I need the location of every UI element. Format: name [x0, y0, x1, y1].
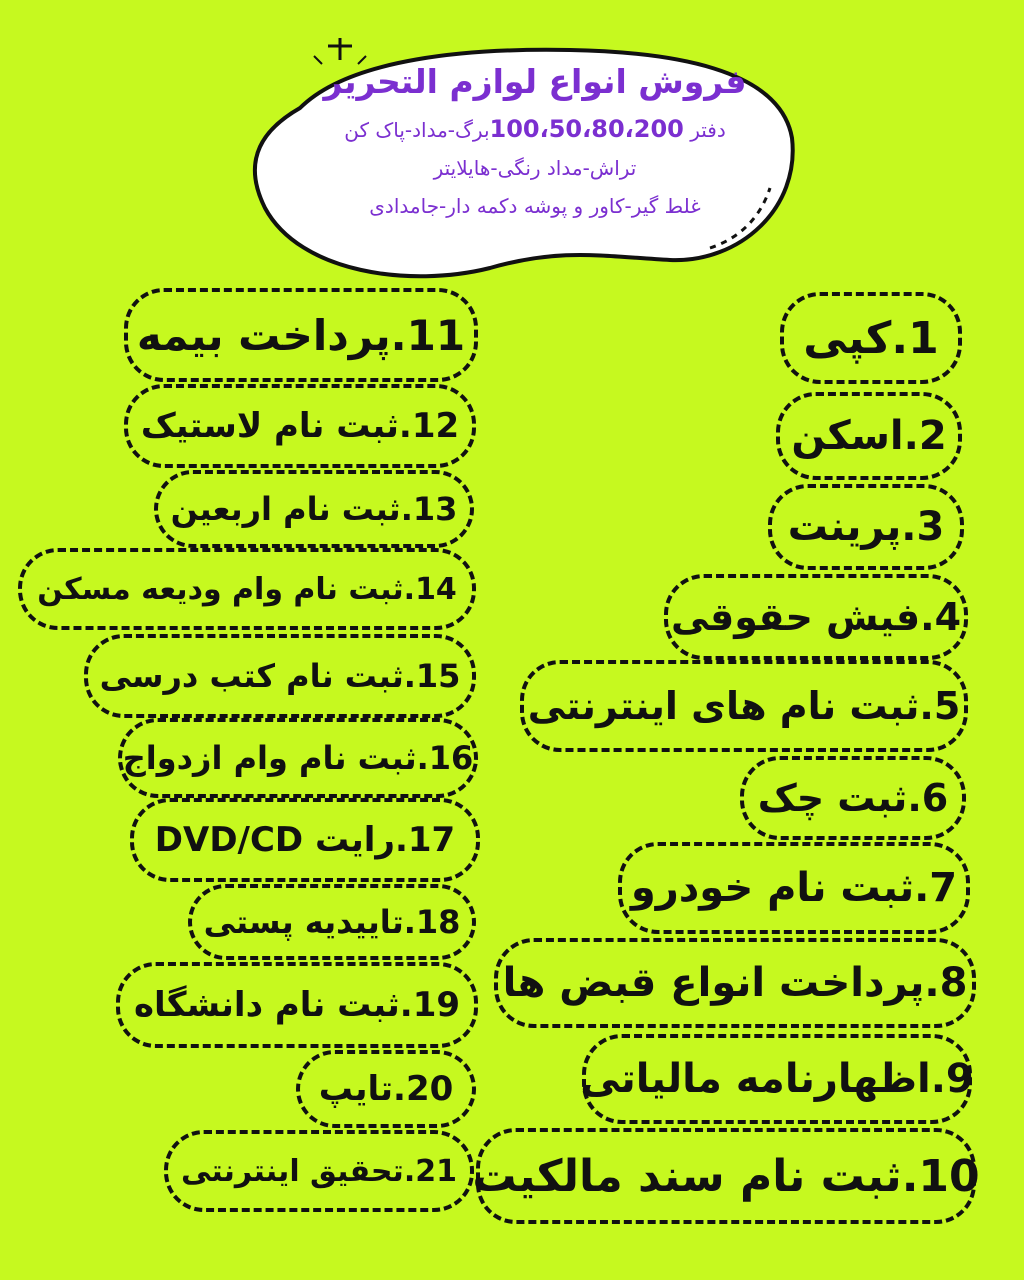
service-item-1: 1. کپی	[780, 292, 962, 384]
header	[300, 60, 770, 225]
header-title: فروش انواع لوازم التحریر	[323, 62, 747, 101]
service-item-18: 18. تاییدیه پستی	[188, 884, 476, 960]
service-item-13: 13. ثبت نام اربعین	[154, 470, 474, 548]
service-item-20: 20. تایپ	[296, 1050, 476, 1128]
service-item-6: 6. ثبت چک	[740, 756, 966, 840]
service-item-16: 16. ثبت نام وام ازدواج	[118, 718, 478, 798]
service-item-12: 12. ثبت نام لاستیک	[124, 384, 476, 468]
service-item-4: 4. فیش حقوقی	[664, 574, 968, 660]
header-line-1: دفتر 100،50،80،200برگ-مداد-پاک کن	[344, 115, 726, 143]
service-item-2: 2. اسکن	[776, 392, 962, 480]
service-item-5: 5. ثبت نام های اینترنتی	[520, 660, 968, 752]
service-item-15: 15. ثبت نام کتب درسی	[84, 634, 476, 718]
service-item-10: 10. ثبت نام سند مالکیت	[476, 1128, 976, 1224]
sparkle-icon	[328, 38, 352, 60]
service-item-17: 17. رایت DVD/CD	[130, 798, 480, 882]
header-line-2: تراش-مداد رنگی-هایلایتر	[433, 156, 637, 180]
service-item-9: 9. اظهارنامه مالیاتی	[582, 1034, 972, 1124]
service-item-21: 21. تحقیق اینترنتی	[164, 1130, 474, 1212]
service-item-14: 14. ثبت نام وام ودیعه مسکن	[18, 548, 476, 630]
service-item-8: 8. پرداخت انواع قبض ها	[494, 938, 976, 1028]
service-item-3: 3. پرینت	[768, 484, 964, 570]
header-line-3: غلط گیر-کاور و پوشه دکمه دار-جامدادی	[369, 194, 701, 218]
service-item-11: 11. پرداخت بیمه	[124, 288, 478, 382]
service-item-7: 7. ثبت نام خودرو	[618, 842, 970, 934]
service-item-19: 19. ثبت نام دانشگاه	[116, 962, 478, 1048]
